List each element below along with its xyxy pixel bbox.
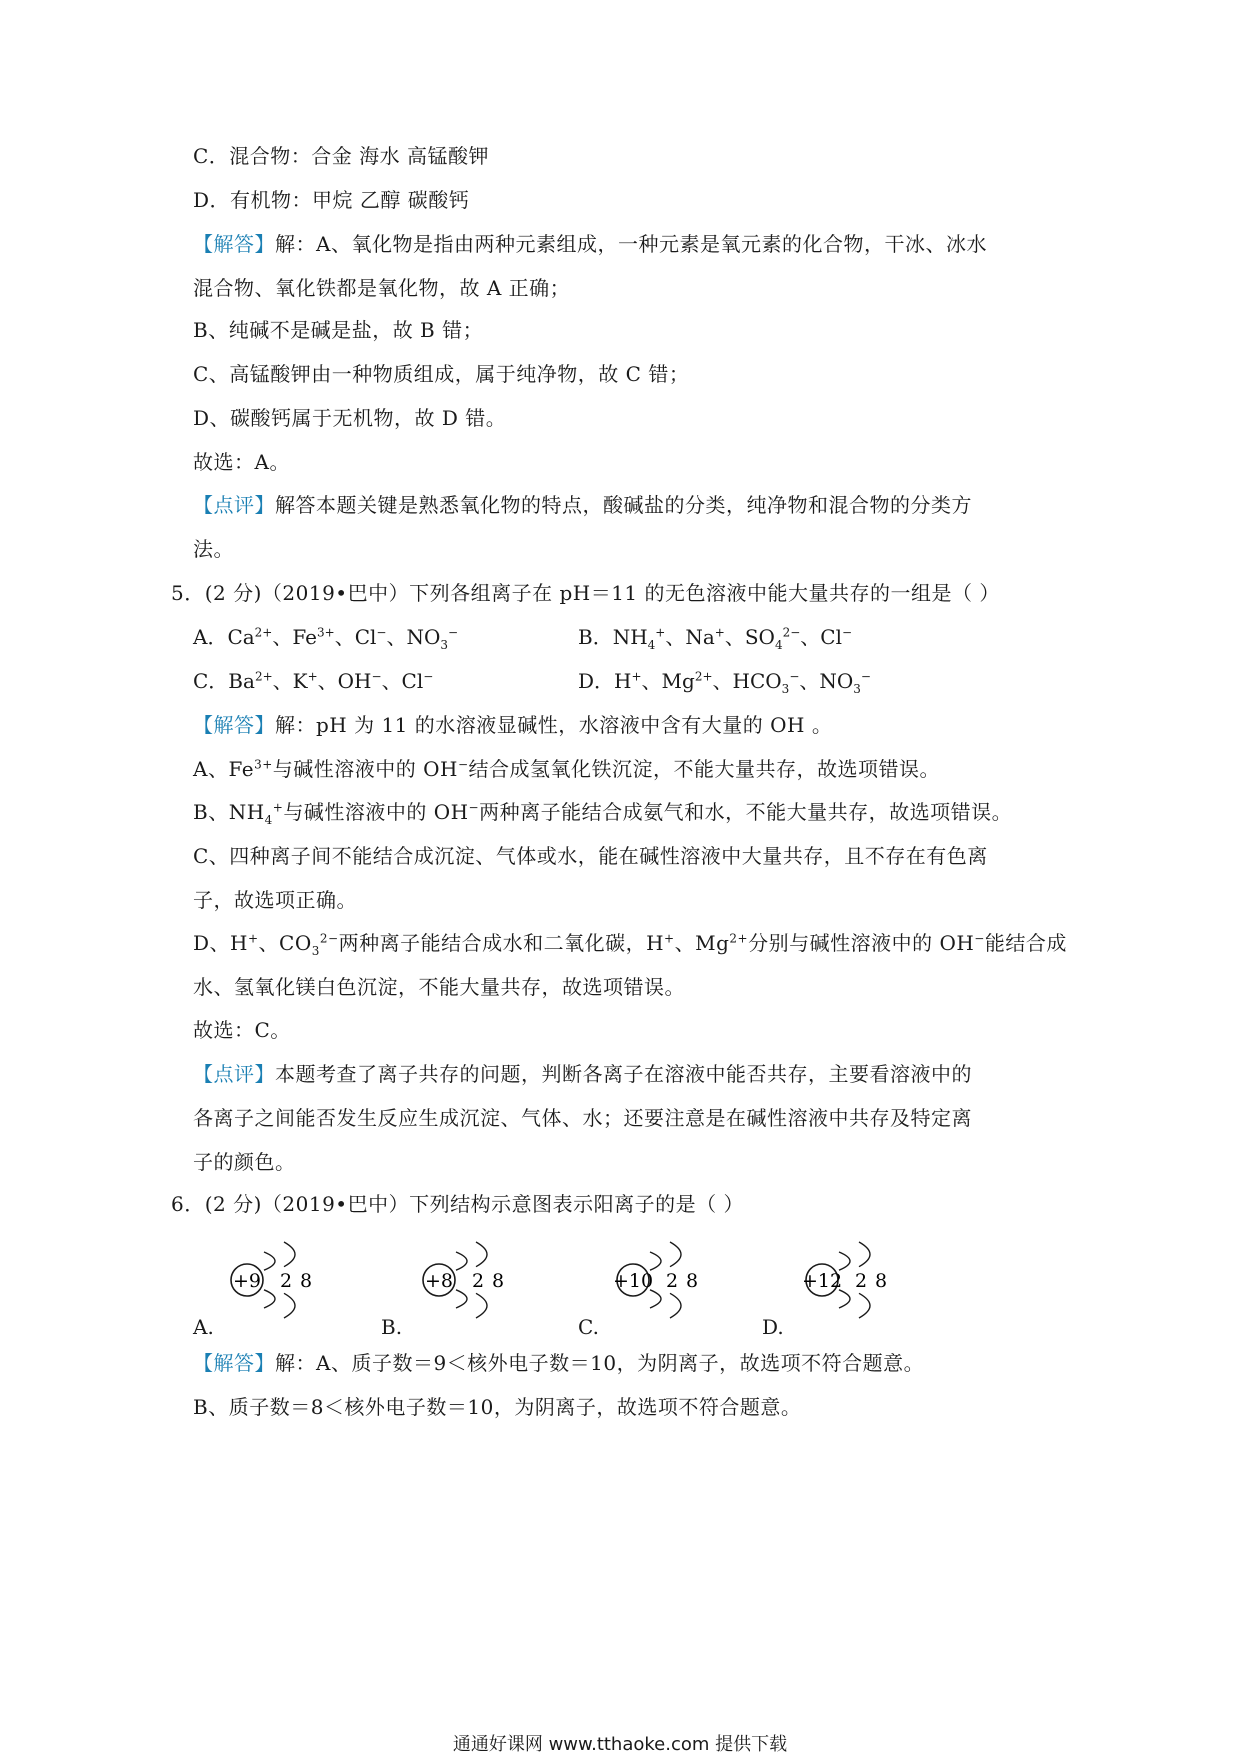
q5-option-a: A．$Ca^{2+}$、$Fe^{3+}$、Cl−、$NO_3^-$ [193,625,459,652]
answer-line: C、高锰酸钾由一种物质组成，属于纯净物，故 C 错； [193,362,690,386]
answer-line: D、H+、$CO_3^{2-}$两种离子能结合成水和二氧化碳，H+、$Mg^{2+}$分别与碱性溶液中的 OH−能结合成 [193,931,1067,958]
review-line: 子的颜色。 [193,1150,296,1174]
shell-1-electrons: 2 [280,1270,293,1292]
shell-2-electrons: 8 [300,1270,313,1292]
option-c: C．混合物：合金 海水 高锰酸钾 [193,144,490,168]
review-tag: 【点评】 [193,1062,275,1086]
review-line [193,492,972,518]
diagram-option-label: A. [193,1315,214,1339]
shell-1-electrons: 2 [855,1270,868,1292]
diagram-option-label: D. [762,1315,784,1339]
answer-choice: 故选：C。 [193,1018,291,1042]
atom-diagram [797,1230,907,1330]
answer-line [193,231,987,257]
nucleus-charge: +10 [612,1270,654,1292]
answer-line: D、碳酸钙属于无机物，故 D 错。 [193,406,507,430]
nucleus-charge: +8 [424,1270,454,1292]
question-6: 6．(2 分)（2019•巴中）下列结构示意图表示阳离子的是（ ） [171,1192,744,1216]
electron-shell-arc [264,1252,275,1270]
review-text: 本题考查了离子共存的问题，判断各离子在溶液中能否共存，主要看溶液中的 [275,1062,972,1086]
electron-shell-arc [476,1293,487,1318]
page-footer: 通通好课网 www.tthaoke.com 提供下载 [452,1734,788,1755]
shell-2-electrons: 8 [875,1270,888,1292]
electron-shell-arc [859,1293,870,1318]
answer-text: 解：A、氧化物是指由两种元素组成，一种元素是氧元素的化合物，干冰、冰水 [275,232,987,256]
answer-line: 水、氢氧化镁白色沉淀，不能大量共存，故选项错误。 [193,975,685,999]
electron-shell-arc [839,1252,850,1270]
answer-text: 解：pH 为 11 的水溶液显碱性，水溶液中含有大量的 OH 。 [275,713,833,737]
nucleus-charge: +9 [232,1270,262,1292]
shell-1-electrons: 2 [472,1270,485,1292]
review-line [193,1061,972,1087]
q5-option-b: B．$NH_4^+$、Na+、$SO_4^{2-}$、Cl− [578,625,853,652]
electron-shell-arc [284,1242,295,1267]
answer-line: B、$NH_4^+$与碱性溶液中的 OH−两种离子能结合成氨气和水，不能大量共存，故选项错误。 [193,800,1013,827]
q5-option-d: D．H+、$Mg^{2+}$、$HCO_3^-$、$NO_3^-$ [578,669,871,696]
answer-tag: 【解答】 [193,232,275,256]
answer-line: 子，故选项正确。 [193,888,357,912]
electron-shell-arc [284,1293,295,1318]
electron-shell-arc [456,1252,467,1270]
electron-shell-arc [476,1242,487,1267]
diagram-option-label: C. [578,1315,599,1339]
answer-line: A、$Fe^{3+}$与碱性溶液中的 OH−结合成氢氧化铁沉淀，不能大量共存，故选项错误。 [193,757,941,781]
review-line: 各离子之间能否发生反应生成沉淀、气体、水；还要注意是在碱性溶液中共存及特定离 [193,1106,972,1130]
electron-shell-arc [670,1293,681,1318]
review-line: 法。 [193,537,234,561]
answer-tag: 【解答】 [193,1351,275,1375]
nucleus-charge: +12 [801,1270,843,1292]
question-5: 5．(2 分)（2019•巴中）下列各组离子在 pH＝11 的无色溶液中能大量共存的一组是（ ） [171,581,1000,605]
electron-shell-arc [650,1252,661,1270]
electron-shell-arc [859,1242,870,1267]
answer-text: 解：A、质子数＝9＜核外电子数＝10，为阴离子，故选项不符合题意。 [275,1351,925,1375]
atom-diagram [608,1230,718,1330]
electron-shell-arc [264,1290,275,1308]
atom-diagram [414,1230,524,1330]
answer-line [193,712,832,738]
electron-shell-arc [839,1290,850,1308]
answer-line: 混合物、氧化铁都是氧化物，故 A 正确； [193,276,571,300]
shell-1-electrons: 2 [666,1270,679,1292]
answer-line: C、四种离子间不能结合成沉淀、气体或水，能在碱性溶液中大量共存，且不存在有色离 [193,844,988,868]
electron-shell-arc [456,1290,467,1308]
answer-line: B、质子数＝8＜核外电子数＝10，为阴离子，故选项不符合题意。 [193,1395,802,1419]
electron-shell-arc [650,1290,661,1308]
answer-line [193,1350,924,1376]
answer-tag: 【解答】 [193,713,275,737]
atom-diagram [222,1230,332,1330]
option-d: D．有机物：甲烷 乙醇 碳酸钙 [193,188,470,212]
electron-shell-arc [670,1242,681,1267]
answer-choice: 故选：A。 [193,450,290,474]
shell-2-electrons: 8 [492,1270,505,1292]
review-text: 解答本题关键是熟悉氧化物的特点，酸碱盐的分类，纯净物和混合物的分类方 [275,493,972,517]
shell-2-electrons: 8 [686,1270,699,1292]
answer-line: B、纯碱不是碱是盐，故 B 错； [193,318,484,342]
q5-option-c: C．$Ba^{2+}$、K+、OH−、Cl− [193,669,434,693]
diagram-option-label: B. [381,1315,403,1339]
review-tag: 【点评】 [193,493,275,517]
